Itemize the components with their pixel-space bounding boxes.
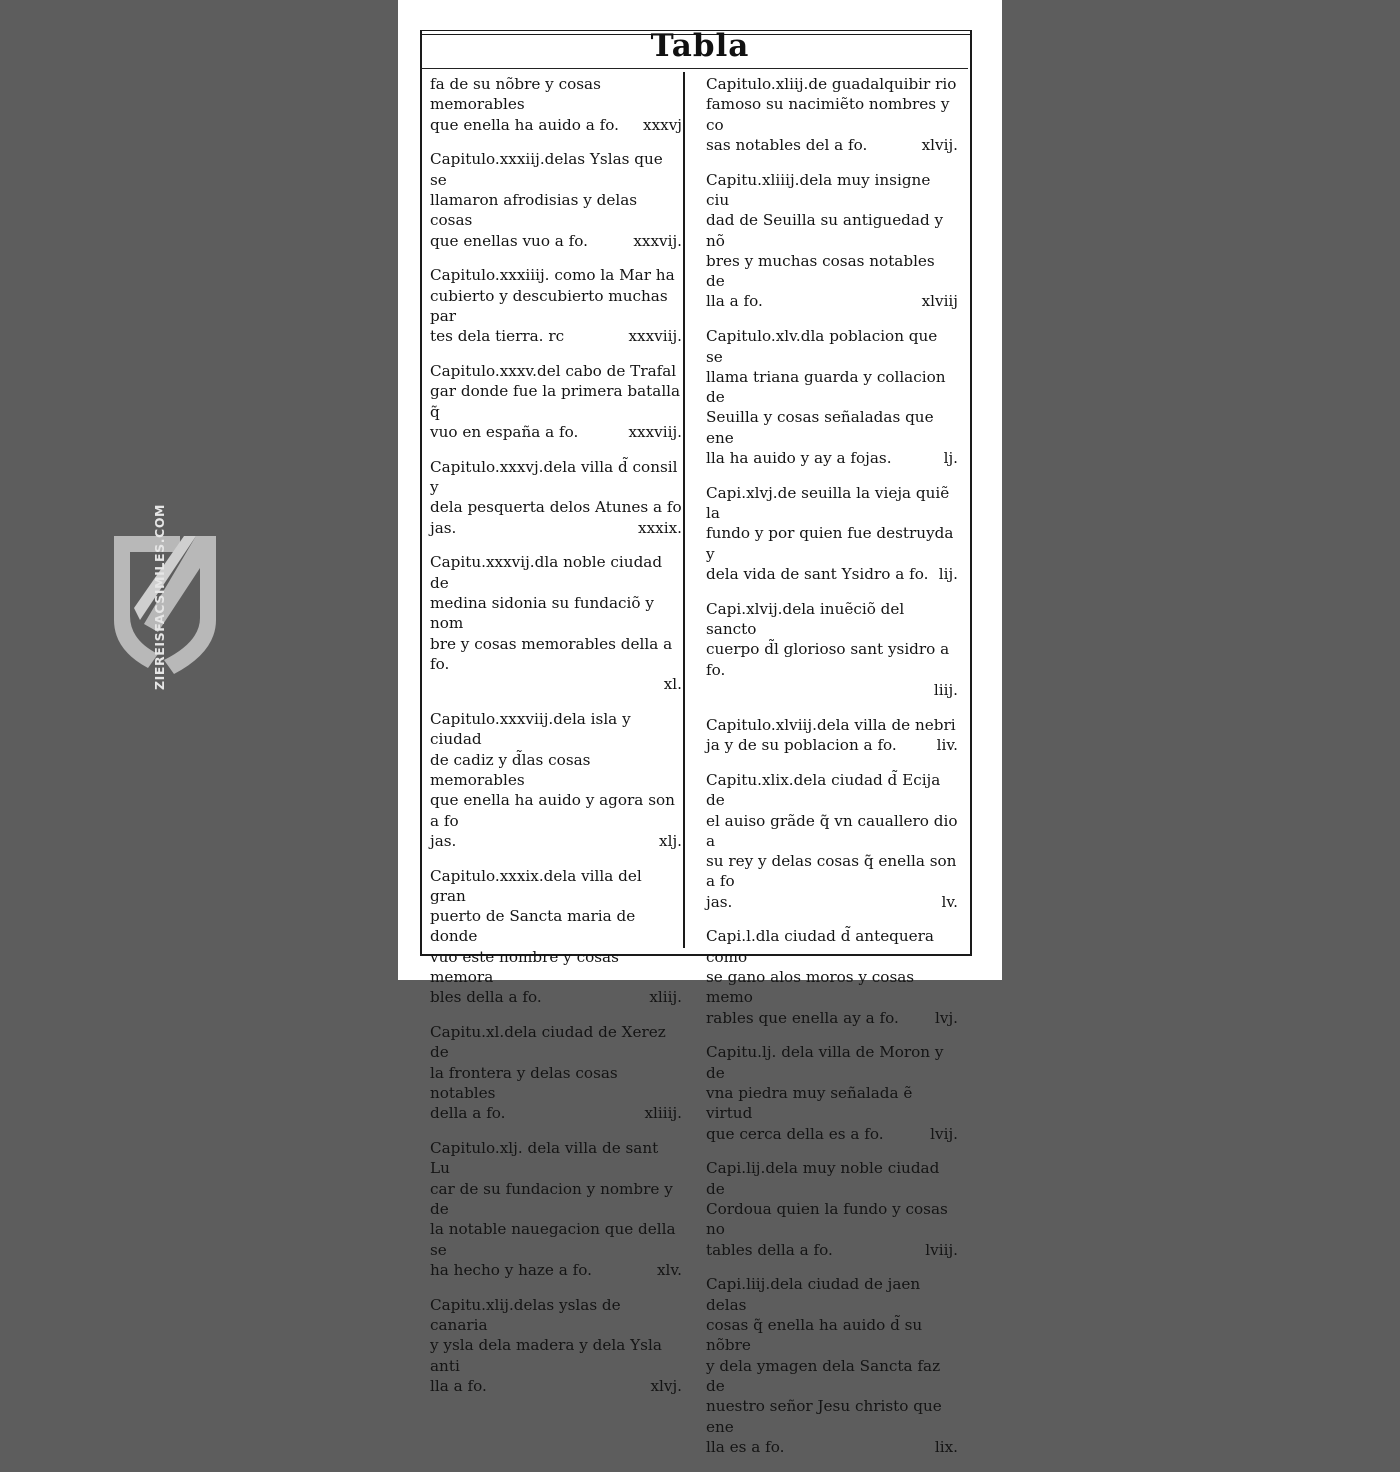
right-column — [706, 74, 958, 1472]
toc-entry-text: Capi.lij.dela muy noble ciudad de Cordoua quien la fundo y cosas no tables della a fo. — [706, 1159, 948, 1259]
toc-entry-text: Capitu.xlix.dela ciudad d̃ Ecija de el auiso grãde q̃ vn cauallero dio a su rey y delas cosas q̃ enella son a fo jas. — [706, 770, 958, 911]
toc-entry-text: Capitulo.xlv.dla poblacion que se llama triana guarda y collacion de Seuilla y cosas señaladas que ene lla ha auido y ay a fojas. — [706, 327, 946, 468]
page-title: Tabla — [650, 28, 750, 64]
toc-entry-folio: lij. — [938, 565, 958, 584]
toc-entry-folio: xxxvij. — [633, 231, 682, 250]
toc-entry — [706, 326, 958, 468]
toc-entry — [430, 709, 682, 851]
left-column — [430, 74, 682, 1411]
toc-entry-folio: xlj. — [659, 831, 682, 850]
watermark-text: ZIEREISFACSIMILES.COM — [152, 503, 167, 690]
toc-entry-text: Capitu.lj. dela villa de Moron y de vna piedra muy señalada ẽ virtud que cerca della es a fo. — [706, 1043, 944, 1143]
toc-entry-text: Capitulo.xxxv.del cabo de Trafal gar donde fue la primera batalla q̃ vuo en españa a fo. — [430, 362, 681, 441]
toc-entry — [706, 599, 958, 700]
toc-entry-text: Capitu.xl.dela ciudad de Xerez de la frontera y delas cosas notables della a fo. — [430, 1023, 666, 1123]
toc-entry — [430, 552, 682, 694]
toc-entry — [706, 715, 958, 756]
toc-entry-text: Capitu.xxxvij.dla noble ciudad de medina sidonia su fundaciõ y nom bre y cosas memorables della a fo. — [430, 553, 673, 673]
toc-entry — [430, 265, 682, 346]
toc-entry-text: Capi.l.dla ciudad d̃ antequera como se gano alos moros y cosas memo rables que enella ay a fo. — [706, 927, 934, 1027]
toc-entry-text: fa de su nõbre y cosas memorables que enella ha auido a fo. — [430, 75, 619, 134]
toc-entry-folio: lv. — [941, 892, 958, 911]
toc-entry-folio: lix. — [934, 1437, 958, 1456]
toc-entry-folio: liv. — [936, 736, 958, 755]
toc-entry-text: Capitulo.xliij.de guadalquibir rio famoso su nacimiẽto nombres y co sas notables del a fo. — [706, 75, 957, 154]
toc-entry-folio: xxxix. — [638, 518, 682, 537]
toc-entry — [706, 1274, 958, 1457]
toc-entry — [706, 170, 958, 312]
toc-entry — [706, 926, 958, 1027]
toc-entry-folio: lviij. — [925, 1240, 958, 1259]
toc-entry-folio: xlvij. — [921, 135, 958, 154]
toc-entry-text: Capitulo.xxxiij.delas Yslas que se llamaron afrodisias y delas cosas que enellas vuo a fo. — [430, 150, 663, 250]
toc-entry-folio: xliij. — [649, 988, 682, 1007]
toc-entry-folio: lvj. — [935, 1008, 958, 1027]
toc-entry — [430, 457, 682, 538]
book-page — [398, 0, 1002, 1456]
toc-entry-folio: xlv. — [656, 1260, 682, 1279]
toc-entry — [430, 1022, 682, 1123]
title-rule — [420, 68, 968, 69]
toc-entry — [430, 149, 682, 250]
toc-entry-text: Capi.xlvij.dela inuẽciõ del sancto cuerpo d̃l glorioso sant ysidro a fo. — [706, 599, 950, 679]
toc-entry-text: Capitu.xliiij.dela muy insigne ciu dad de Seuilla su antiguedad y nõ bres y muchas cosas notables de lla a fo. — [706, 170, 944, 311]
toc-entry-text: Capitulo.xlviij.dela villa de nebri ja y de su poblacion a fo. — [706, 715, 956, 755]
toc-entry — [706, 770, 958, 912]
toc-entry — [430, 1138, 682, 1280]
toc-entry — [706, 74, 958, 155]
toc-entry-text: Capi.xlvj.de seuilla la vieja quiẽ la fundo y por quien fue destruyda y dela vida de sant Ysidro a fo. — [706, 483, 954, 584]
toc-entry-folio: xlvj. — [650, 1376, 682, 1395]
toc-entry-text: Capitulo.xxxviij.dela isla y ciudad de cadiz y d̃las cosas memorables que enella ha auido y agora son a fo jas. — [430, 710, 675, 850]
toc-entry — [706, 1042, 958, 1143]
toc-entry-folio: xlviij — [921, 292, 958, 311]
toc-entry-text: Capi.liij.dela ciudad de jaen delas cosas q̃ enella ha auido d̃ su nõbre y dela ymagen dela Sancta faz de nuestro señor Jesu christo que ene lla es a fo. — [706, 1275, 942, 1456]
toc-entry — [430, 74, 682, 135]
toc-entry — [430, 361, 682, 442]
toc-entry — [706, 1158, 958, 1259]
toc-entry — [706, 483, 958, 584]
toc-entry-text: Capitulo.xxxvj.dela villa d̃ consil y dela pesquerta delos Atunes a fo jas. — [430, 457, 682, 537]
toc-entry-text: Capitu.xlij.delas yslas de canaria y ysla dela madera y dela Ysla anti lla a fo. — [430, 1295, 662, 1395]
toc-entry-folio: xxxvj — [643, 115, 682, 134]
column-divider — [683, 72, 685, 948]
toc-entry-folio: xxxviij. — [628, 327, 682, 346]
toc-entry-folio: lj. — [943, 449, 958, 468]
toc-entry-text: Capitulo.xlj. dela villa de sant Lu car de su fundacion y nombre y de la notable nauegacion que della se ha hecho y haze a fo. — [430, 1139, 676, 1279]
toc-entry-folio: xliiij. — [644, 1104, 682, 1123]
toc-entry-text: Capitulo.xxxiiij. como la Mar ha cubierto y descubierto muchas par tes dela tierra. rc — [430, 266, 675, 346]
toc-entry-folio: liij. — [933, 681, 958, 700]
toc-entry — [430, 866, 682, 1008]
toc-entry-folio: lvij. — [930, 1124, 958, 1143]
toc-entry-text: Capitulo.xxxix.dela villa del gran puerto de Sancta maria de donde vuo este nombre y cosas memora bles della a fo. — [430, 866, 642, 1007]
toc-entry — [430, 1295, 682, 1396]
toc-entry-folio: xl. — [663, 675, 682, 694]
toc-entry-folio: xxxviij. — [628, 422, 682, 441]
